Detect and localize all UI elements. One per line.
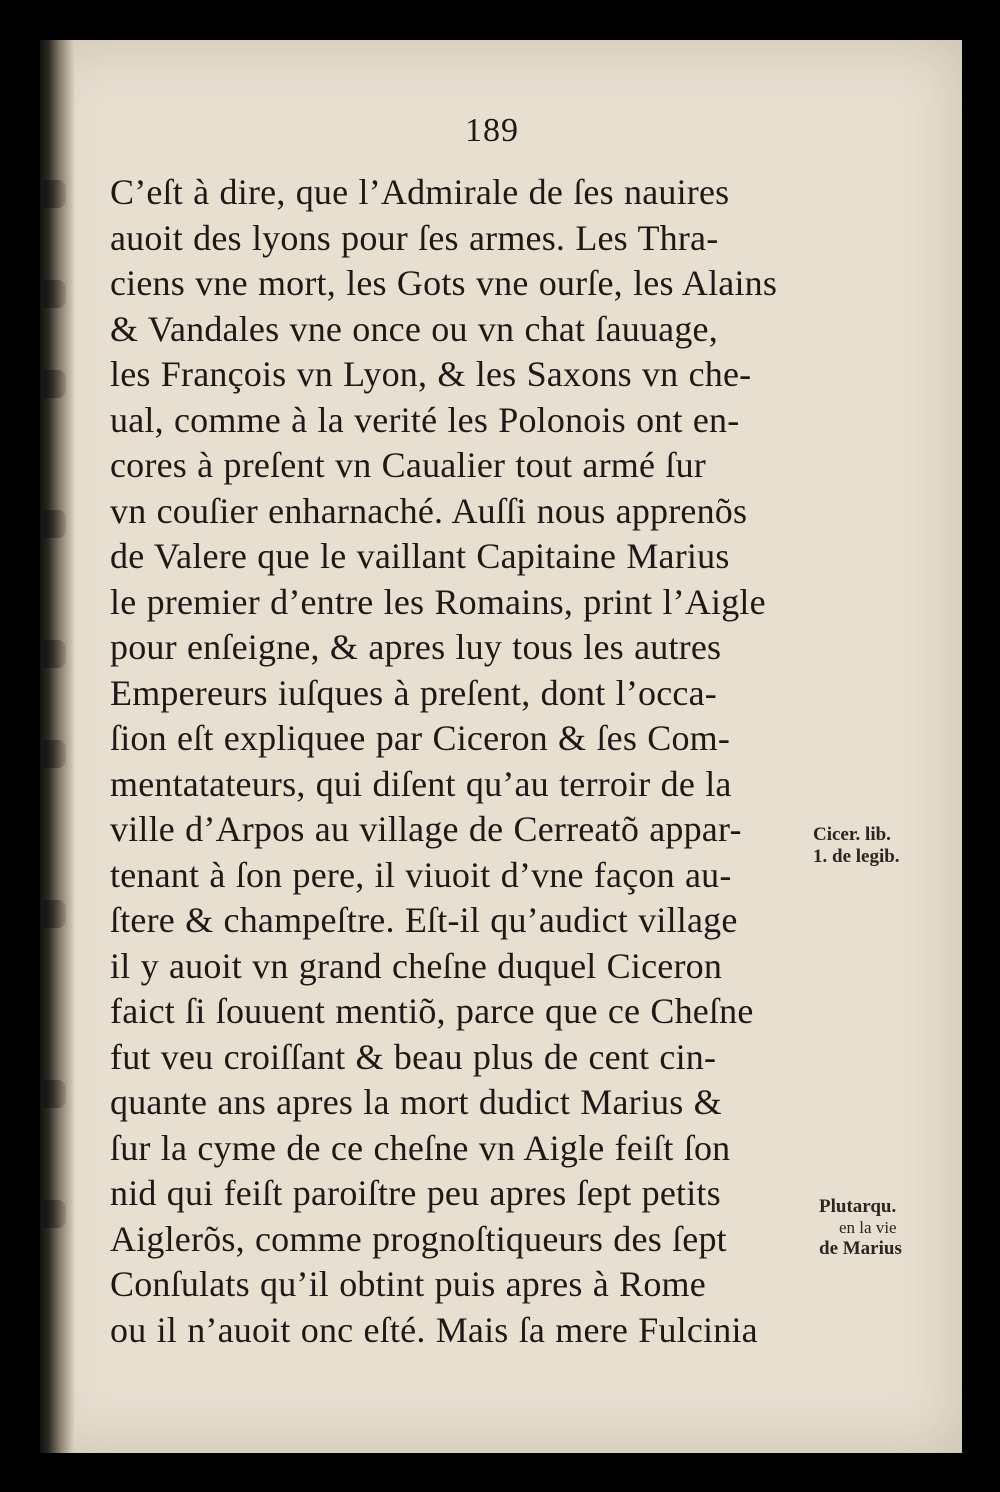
text-line: cores à preſent vn Caualier tout armé ſur	[110, 445, 706, 485]
text-line: Empereurs iuſques à preſent, dont l’occa-	[110, 672, 717, 713]
text-line: faict ſi ſouuent mentiõ, parce que ce Cheſne	[110, 991, 754, 1031]
text-line: nid qui feiſt paroiſtre peu apres ſept petits	[110, 1173, 721, 1213]
marginal-citation-plutarch	[819, 1196, 902, 1260]
margin-note-line: de Marius	[819, 1238, 902, 1259]
text-line: auoit des lyons pour ſes armes. Les Thra-	[110, 217, 719, 258]
text-line: ſur la cyme de ce cheſne vn Aigle feiſt ſon	[110, 1127, 731, 1168]
text-line: les François vn Lyon, & les Saxons vn che-	[110, 354, 752, 394]
text-line: ſtere & champeſtre. Eſt-il qu’audict village	[110, 900, 738, 940]
text-line: fut veu croiſſant & beau plus de cent cin-	[110, 1036, 717, 1077]
text-line: C’eſt à dire, que l’Admirale de ſes nauires	[110, 172, 730, 212]
text-line: mentatateurs, qui diſent qu’au terroir de la	[110, 763, 732, 804]
binding-mark	[44, 510, 66, 538]
binding-mark	[44, 370, 66, 398]
page-number: 189	[465, 112, 519, 149]
text-line: ville d’Arpos au village de Cerreatõ appar-	[110, 809, 742, 849]
text-line: Aiglerõs, comme prognoſtiqueurs des ſept	[110, 1218, 727, 1259]
text-line: Conſulats qu’il obtint puis apres à Rome	[110, 1264, 706, 1304]
binding-mark	[44, 900, 66, 928]
marginal-citation-cicero	[813, 824, 900, 868]
text-line: le premier d’entre les Romains, print l’Aigle	[110, 581, 766, 622]
margin-note-line: en la vie	[839, 1218, 897, 1237]
text-line: de Valere que le vaillant Capitaine Marius	[110, 536, 730, 576]
text-line: pour enſeigne, & apres luy tous les autres	[110, 627, 722, 667]
text-line: ual, comme à la verité les Polonois ont en-	[110, 399, 740, 440]
text-line: ſion eſt expliquee par Ciceron & ſes Com-	[110, 718, 731, 758]
text-line: quante ans apres la mort dudict Marius &	[110, 1082, 722, 1122]
text-line: vn couſier enharnaché. Auſſi nous apprenõs	[110, 490, 748, 531]
margin-note-line: Cicer. lib.	[813, 824, 891, 845]
body-text	[110, 170, 830, 1353]
binding-mark	[44, 1200, 66, 1228]
binding-mark	[44, 640, 66, 668]
binding-mark	[44, 180, 66, 208]
book-page	[40, 40, 962, 1453]
text-line: ou il n’auoit onc eſté. Mais ſa mere Fulcinia	[110, 1309, 758, 1350]
binding-mark	[44, 280, 66, 308]
text-line: tenant à ſon pere, il viuoit d’vne façon au-	[110, 854, 732, 895]
margin-note-line: Plutarqu.	[819, 1196, 897, 1217]
margin-note-line: 1. de legib.	[813, 846, 900, 867]
text-line: & Vandales vne once ou vn chat ſauuage,	[110, 308, 718, 349]
binding-mark	[44, 1080, 66, 1108]
binding-gutter	[40, 40, 74, 1453]
text-line: ciens vne mort, les Gots vne ourſe, les Alains	[110, 263, 778, 303]
binding-mark	[44, 740, 66, 768]
text-line: il y auoit vn grand cheſne duquel Ciceron	[110, 945, 723, 986]
